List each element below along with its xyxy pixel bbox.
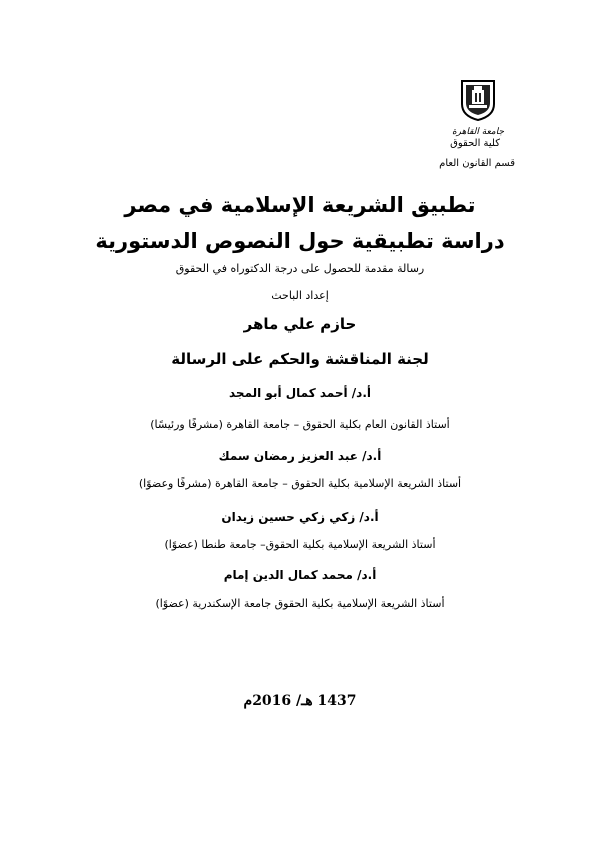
university-logo-block — [448, 78, 508, 138]
main-title: تطبيق الشريعة الإسلامية في مصر — [124, 193, 476, 217]
subtitle: دراسة تطبيقية حول النصوص الدستورية — [95, 229, 505, 253]
thesis-statement: رسالة مقدمة للحصول على درجة الدكتوراه في الحقوق — [175, 262, 425, 275]
committee-member-name: أ.د/ عبد العزيز رمضان سمك — [218, 449, 382, 463]
committee-member-description: أستاذ القانون العام بكلية الحقوق – جامعة القاهرة (مشرفًا ورئيسًا) — [150, 418, 450, 431]
cairo-university-emblem-icon — [458, 78, 498, 122]
department-name: قسم القانون العام — [439, 158, 515, 169]
committee-title: لجنة المناقشة والحكم على الرسالة — [171, 350, 429, 368]
committee-member-name: أ.د/ محمد كمال الدين إمام — [223, 568, 377, 582]
committee-member-description: أستاذ الشريعة الإسلامية بكلية الحقوق – جامعة القاهرة (مشرفًا وعضوًا) — [138, 477, 462, 490]
date: 1437 هـ/ 2016م — [243, 693, 357, 709]
researcher-name: حازم علي ماهر — [243, 315, 357, 333]
committee-member-name: أ.د/ أحمد كمال أبو المجد — [229, 386, 371, 400]
committee-member-description: أستاذ الشريعة الإسلامية بكلية الحقوق– جامعة طنطا (عضوًا) — [164, 538, 436, 551]
committee-member-description: أستاذ الشريعة الإسلامية بكلية الحقوق جامعة الإسكندرية (عضوًا) — [155, 597, 445, 610]
committee-member-name: أ.د/ زكي زكي حسين زيدان — [221, 510, 379, 524]
faculty-name: كلية الحقوق — [450, 138, 500, 149]
university-name: جامعة القاهرة — [451, 127, 505, 137]
prepared-by-label: إعداد الباحث — [271, 289, 329, 302]
